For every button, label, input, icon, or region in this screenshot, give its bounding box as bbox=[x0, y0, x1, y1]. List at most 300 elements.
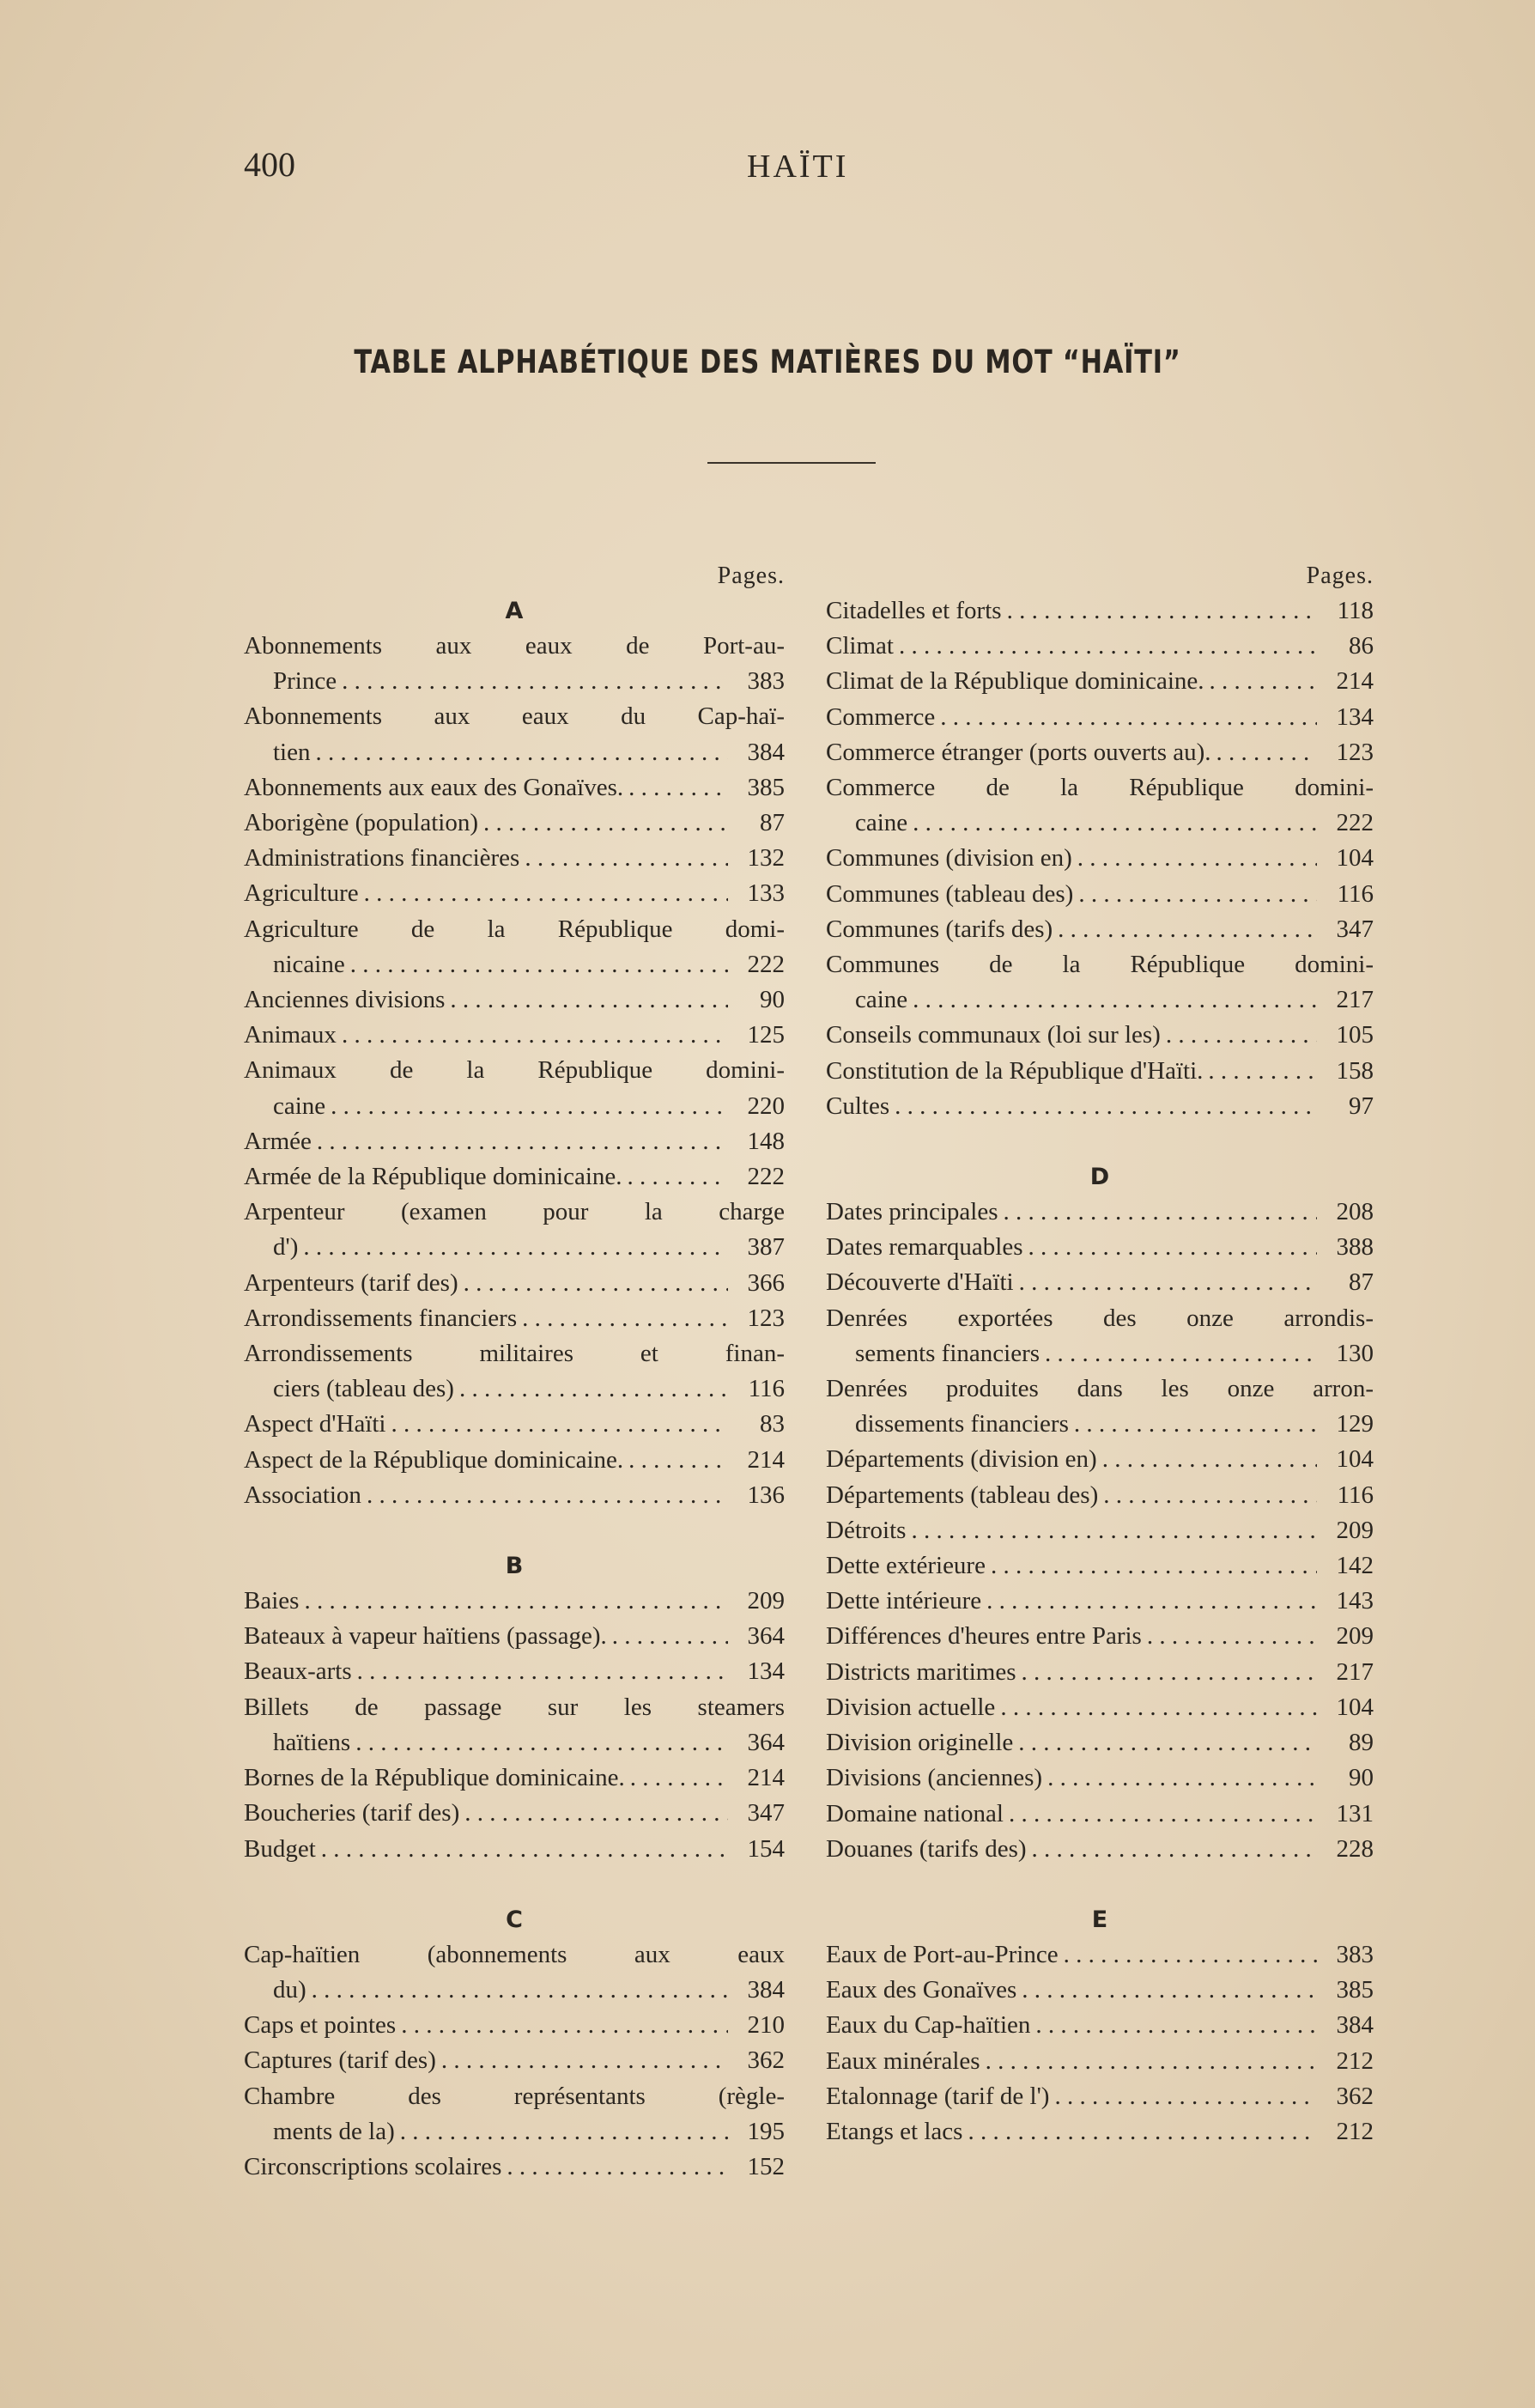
leader-dots bbox=[1009, 1797, 1317, 1832]
section-gap bbox=[244, 1867, 785, 1902]
index-entry bbox=[826, 947, 1374, 1018]
entry-text: tien bbox=[273, 738, 311, 766]
leader-dots bbox=[525, 841, 728, 876]
leader-dots bbox=[1210, 664, 1317, 699]
entry-text: Animaux de la République domini- bbox=[244, 1056, 785, 1085]
page-number: 400 bbox=[244, 145, 295, 184]
leader-dots bbox=[1103, 1478, 1317, 1513]
entry-text: caine bbox=[855, 809, 908, 837]
page-ref: 385 bbox=[1336, 1976, 1374, 2004]
entry-text: Denrées produites dans les onze arron- bbox=[826, 1375, 1374, 1403]
page-ref: 125 bbox=[747, 1021, 785, 1049]
entry-line bbox=[244, 1832, 785, 1867]
index-entry bbox=[244, 1690, 785, 1760]
page-ref: 384 bbox=[747, 1975, 785, 2004]
page-ref: 131 bbox=[1336, 1799, 1374, 1827]
entry-line bbox=[826, 735, 1374, 770]
entry-text: Division actuelle bbox=[826, 1693, 996, 1721]
page-ref: 362 bbox=[1336, 2082, 1374, 2110]
index-entry bbox=[826, 1619, 1374, 1654]
entry-text: Agriculture bbox=[244, 879, 359, 908]
entry-text: Climat bbox=[826, 632, 894, 660]
entry-text: Arpenteurs (tarif des) bbox=[244, 1268, 458, 1297]
section-gap bbox=[826, 1124, 1374, 1159]
index-entry bbox=[826, 664, 1374, 699]
page-ref: 364 bbox=[747, 1728, 785, 1756]
entry-line bbox=[826, 1336, 1374, 1371]
page-ref: 89 bbox=[1349, 1729, 1374, 1757]
entry-line bbox=[826, 1584, 1374, 1619]
leader-dots bbox=[1032, 1832, 1317, 1867]
leader-dots bbox=[331, 1089, 728, 1124]
index-entry bbox=[826, 877, 1374, 912]
index-entry bbox=[826, 1725, 1374, 1760]
page-ref: 116 bbox=[1337, 1481, 1374, 1509]
leader-dots bbox=[391, 1407, 729, 1442]
leader-dots bbox=[400, 2114, 728, 2150]
entry-line bbox=[244, 2043, 785, 2078]
entry-line bbox=[826, 877, 1374, 912]
entry-line bbox=[826, 1832, 1374, 1867]
entry-text: Bornes de la République dominicaine. bbox=[244, 1764, 625, 1792]
leader-dots bbox=[899, 629, 1317, 664]
entry-line bbox=[826, 2079, 1374, 2114]
index-entry bbox=[244, 982, 785, 1018]
index-entry bbox=[826, 2079, 1374, 2114]
entry-line bbox=[826, 1725, 1374, 1760]
leader-dots bbox=[507, 2150, 728, 2185]
entry-line bbox=[826, 593, 1374, 629]
section-letter: E bbox=[1091, 1906, 1108, 1933]
index-entry bbox=[244, 2150, 785, 2185]
index-entry bbox=[826, 629, 1374, 664]
page-ref: 158 bbox=[1336, 1056, 1374, 1085]
page-ref: 347 bbox=[1336, 915, 1374, 943]
index-entry bbox=[244, 2008, 785, 2043]
leader-dots bbox=[1102, 1442, 1317, 1477]
entry-line bbox=[826, 1760, 1374, 1796]
leader-dots bbox=[986, 2044, 1317, 2079]
entry-line bbox=[826, 1797, 1374, 1832]
index-entry bbox=[826, 1478, 1374, 1513]
page-ref: 222 bbox=[747, 1163, 785, 1191]
leader-dots bbox=[1058, 912, 1317, 947]
entry-text: Divisions (anciennes) bbox=[826, 1764, 1043, 1792]
leader-dots bbox=[1208, 1054, 1317, 1089]
entry-text: Découverte d'Haïti bbox=[826, 1268, 1014, 1297]
index-entry bbox=[244, 770, 785, 806]
page-title: TABLE ALPHABÉTIQUE DES MATIÈRES DU MOT “HAÏTI” bbox=[354, 344, 1181, 380]
entry-text: Cap-haïtien (abonnements aux eaux bbox=[244, 1940, 785, 1968]
entry-text: Billets de passage sur les steamers bbox=[244, 1693, 785, 1721]
entry-line bbox=[244, 876, 785, 911]
entry-text: Etalonnage (tarif de l') bbox=[826, 2082, 1050, 2110]
page-ref: 142 bbox=[1336, 1552, 1374, 1580]
page-ref: 347 bbox=[747, 1799, 785, 1827]
entry-text: Chambre des représentants (règle- bbox=[244, 2082, 785, 2110]
entry-text: Aborigène (population) bbox=[244, 809, 479, 837]
entry-text: Agriculture de la République domi- bbox=[244, 915, 785, 943]
leader-dots bbox=[364, 876, 728, 911]
entry-text: caine bbox=[273, 1092, 326, 1120]
page-ref: 83 bbox=[760, 1410, 785, 1438]
index-entry bbox=[826, 770, 1374, 841]
page-ref: 116 bbox=[1337, 879, 1374, 908]
page-ref: 385 bbox=[747, 773, 785, 801]
entry-line bbox=[244, 841, 785, 876]
index-entry bbox=[244, 1266, 785, 1301]
entry-text: d') bbox=[273, 1233, 299, 1262]
page-ref: 222 bbox=[747, 950, 785, 978]
leader-dots bbox=[304, 1584, 728, 1619]
leader-dots bbox=[913, 982, 1317, 1018]
index-entry bbox=[244, 699, 785, 769]
section-letter: B bbox=[505, 1553, 524, 1580]
entry-line bbox=[826, 982, 1374, 1018]
page-ref: 383 bbox=[747, 667, 785, 696]
leader-dots bbox=[628, 1443, 728, 1478]
page-ref: 384 bbox=[1336, 2011, 1374, 2040]
index-entry bbox=[826, 841, 1374, 876]
entry-text: Arrondissements financiers bbox=[244, 1304, 518, 1332]
leader-dots bbox=[940, 700, 1317, 735]
entry-line bbox=[826, 1937, 1374, 1973]
index-entry bbox=[826, 735, 1374, 770]
index-entry bbox=[244, 1760, 785, 1796]
page-ref: 362 bbox=[747, 2046, 785, 2075]
entry-line bbox=[826, 1655, 1374, 1690]
leader-dots bbox=[1166, 1018, 1317, 1053]
page-ref: 384 bbox=[747, 738, 785, 766]
page-ref: 105 bbox=[1336, 1021, 1374, 1049]
entry-text: Bateaux à vapeur haïtiens (passage). bbox=[244, 1622, 607, 1651]
index-entry bbox=[826, 1089, 1374, 1124]
entry-text: Conseils communaux (loi sur les) bbox=[826, 1021, 1161, 1049]
entry-text: Domaine national bbox=[826, 1799, 1004, 1827]
entry-text: Aspect d'Haïti bbox=[244, 1410, 386, 1438]
leader-dots bbox=[350, 947, 728, 982]
page-ref: 90 bbox=[760, 986, 785, 1014]
entry-line bbox=[244, 1301, 785, 1336]
entry-text: Commerce bbox=[826, 702, 936, 731]
entry-line bbox=[826, 841, 1374, 876]
entry-text: ciers (tableau des) bbox=[273, 1375, 454, 1403]
entry-line bbox=[826, 1973, 1374, 2008]
index-entry bbox=[826, 1018, 1374, 1053]
leader-dots bbox=[357, 1654, 728, 1689]
entry-line bbox=[244, 1407, 785, 1442]
page-ref: 87 bbox=[760, 809, 785, 837]
entry-line bbox=[244, 664, 785, 699]
entry-text: Citadelles et forts bbox=[826, 597, 1002, 624]
entry-text: Circonscriptions scolaires bbox=[244, 2152, 502, 2180]
entry-line bbox=[244, 1584, 785, 1619]
leader-dots bbox=[464, 1796, 728, 1831]
entry-line bbox=[826, 912, 1374, 947]
entry-text: Départements (tableau des) bbox=[826, 1481, 1099, 1509]
index-entry bbox=[244, 1407, 785, 1442]
leader-dots bbox=[1004, 1195, 1317, 1230]
entry-line bbox=[244, 770, 785, 806]
index-entry bbox=[244, 1336, 785, 1407]
entry-line bbox=[826, 2114, 1374, 2150]
entry-text: Anciennes divisions bbox=[244, 986, 446, 1014]
index-entry bbox=[826, 2008, 1374, 2043]
entry-line bbox=[244, 1443, 785, 1478]
entry-line bbox=[826, 1407, 1374, 1442]
page-ref: 134 bbox=[1336, 702, 1374, 731]
entry-text: Captures (tarif des) bbox=[244, 2046, 436, 2075]
page-ref: 132 bbox=[747, 844, 785, 873]
entry-text: Départements (division en) bbox=[826, 1445, 1097, 1474]
page-ref: 217 bbox=[1336, 986, 1374, 1014]
entry-text: Districts maritimes bbox=[826, 1657, 1016, 1686]
index-entry bbox=[244, 1301, 785, 1336]
entry-text: Beaux-arts bbox=[244, 1657, 352, 1686]
leader-dots bbox=[630, 1760, 728, 1796]
entry-text: Arrondissements militaires et finan- bbox=[244, 1340, 785, 1368]
page-ref: 387 bbox=[747, 1233, 785, 1262]
running-head: HAÏTI bbox=[747, 149, 849, 185]
leader-dots bbox=[968, 2114, 1317, 2150]
page-ref: 104 bbox=[1336, 1445, 1374, 1474]
index-entry bbox=[244, 1124, 785, 1159]
entry-text: Denrées exportées des onze arrondis- bbox=[826, 1304, 1374, 1332]
index-entry bbox=[826, 1513, 1374, 1548]
leader-dots bbox=[303, 1230, 728, 1265]
index-entry bbox=[244, 1018, 785, 1053]
index-entry bbox=[826, 1937, 1374, 1973]
entry-text: Commerce étranger (ports ouverts au). bbox=[826, 738, 1211, 766]
leader-dots bbox=[1022, 1655, 1318, 1690]
entry-text: Aspect de la République dominicaine. bbox=[244, 1445, 624, 1474]
entry-text: Eaux de Port-au-Prince bbox=[826, 1940, 1059, 1968]
entry-line bbox=[826, 1089, 1374, 1124]
entry-text: Abonnements aux eaux de Port-au- bbox=[244, 632, 785, 660]
leader-dots bbox=[459, 1371, 728, 1407]
leader-dots bbox=[367, 1478, 728, 1513]
leader-dots bbox=[1018, 1725, 1317, 1760]
leader-dots bbox=[895, 1089, 1317, 1124]
page-ref: 130 bbox=[1336, 1339, 1374, 1367]
entry-text: Baies bbox=[244, 1587, 300, 1615]
leader-dots bbox=[312, 1973, 728, 2008]
entry-line bbox=[244, 1230, 785, 1265]
index-entry bbox=[826, 1832, 1374, 1867]
entry-text: Dette extérieure bbox=[826, 1552, 986, 1580]
index-entry bbox=[244, 1796, 785, 1831]
entry-text: Animaux bbox=[244, 1021, 337, 1049]
section-letter: A bbox=[505, 598, 524, 624]
entry-text: Dette intérieure bbox=[826, 1587, 982, 1615]
entry-text: Cultes bbox=[826, 1092, 890, 1120]
index-entry bbox=[244, 1584, 785, 1619]
entry-text: Communes (division en) bbox=[826, 844, 1072, 873]
entry-line bbox=[244, 1973, 785, 2008]
page-ref: 209 bbox=[1336, 1516, 1374, 1544]
page-ref: 123 bbox=[1336, 738, 1374, 766]
leader-dots bbox=[483, 806, 728, 841]
index-entry bbox=[826, 1265, 1374, 1300]
index-entry bbox=[244, 1053, 785, 1123]
entry-text: nicaine bbox=[273, 950, 345, 978]
page-ref: 87 bbox=[1349, 1268, 1374, 1297]
entry-text: sements financiers bbox=[855, 1339, 1041, 1367]
leader-dots bbox=[1007, 593, 1317, 629]
page-ref: 148 bbox=[747, 1127, 785, 1155]
pages-header: Pages. bbox=[717, 562, 785, 589]
page-ref: 104 bbox=[1336, 1693, 1374, 1721]
section-letter: D bbox=[1089, 1164, 1110, 1191]
page-ref: 220 bbox=[747, 1092, 785, 1120]
index-entry bbox=[826, 1548, 1374, 1584]
index-entry bbox=[244, 1195, 785, 1265]
entry-line bbox=[244, 1018, 785, 1053]
index-entry bbox=[826, 1195, 1374, 1230]
leader-dots bbox=[911, 1513, 1317, 1548]
index-entry bbox=[826, 912, 1374, 947]
entry-text: Douanes (tarifs des) bbox=[826, 1834, 1027, 1863]
index-entry bbox=[826, 1690, 1374, 1725]
index-entry bbox=[244, 876, 785, 911]
leader-dots bbox=[1147, 1619, 1317, 1654]
entry-line bbox=[826, 1619, 1374, 1654]
entry-text: Climat de la République dominicaine. bbox=[826, 667, 1204, 696]
page-ref: 134 bbox=[747, 1657, 785, 1686]
index-entry bbox=[826, 593, 1374, 629]
entry-text: du) bbox=[273, 1975, 306, 2004]
page-ref: 133 bbox=[747, 879, 785, 908]
page-ref: 209 bbox=[747, 1587, 785, 1615]
entry-line bbox=[244, 2150, 785, 2185]
entry-text: Communes de la République domini- bbox=[826, 951, 1374, 979]
entry-text: Communes (tableau des) bbox=[826, 879, 1074, 908]
page-ref: 152 bbox=[747, 2152, 785, 2180]
entry-text: Abonnements aux eaux des Gonaïves. bbox=[244, 773, 624, 801]
leader-dots bbox=[1028, 1230, 1317, 1265]
index-column-right bbox=[826, 558, 1374, 2150]
entry-line bbox=[244, 1654, 785, 1689]
entry-text: caine bbox=[855, 986, 908, 1014]
leader-dots bbox=[1054, 2079, 1317, 2114]
entry-line bbox=[826, 1054, 1374, 1089]
leader-dots bbox=[1064, 1937, 1317, 1973]
page-ref: 129 bbox=[1336, 1410, 1374, 1438]
entry-line bbox=[244, 1725, 785, 1760]
entry-text: ments de la) bbox=[273, 2117, 395, 2145]
entry-line bbox=[244, 735, 785, 770]
section-letter: C bbox=[506, 1906, 523, 1933]
entry-text: Eaux du Cap-haïtien bbox=[826, 2011, 1031, 2040]
index-entry bbox=[826, 2044, 1374, 2079]
index-entry bbox=[244, 1937, 785, 2008]
entry-line bbox=[244, 2008, 785, 2043]
index-entry bbox=[826, 1301, 1374, 1371]
leader-dots bbox=[1047, 1760, 1317, 1796]
entry-text: Abonnements aux eaux du Cap-haï- bbox=[244, 702, 785, 731]
entry-line bbox=[826, 1442, 1374, 1477]
index-entry bbox=[244, 2043, 785, 2078]
page-ref: 118 bbox=[1337, 597, 1374, 624]
index-entry bbox=[244, 1654, 785, 1689]
entry-line bbox=[244, 806, 785, 841]
page-ref: 143 bbox=[1336, 1587, 1374, 1615]
entry-text: Etangs et lacs bbox=[826, 2117, 963, 2145]
entry-line bbox=[826, 1690, 1374, 1725]
section-gap bbox=[826, 1867, 1374, 1902]
page-ref: 217 bbox=[1336, 1657, 1374, 1686]
leader-dots bbox=[342, 664, 728, 699]
leader-dots bbox=[1078, 877, 1317, 912]
entry-text: Arpenteur (examen pour la charge bbox=[244, 1198, 785, 1226]
index-entry bbox=[826, 1442, 1374, 1477]
entry-text: Différences d'heures entre Paris bbox=[826, 1622, 1142, 1651]
index-entry bbox=[244, 912, 785, 982]
leader-dots bbox=[321, 1832, 728, 1867]
page-ref: 90 bbox=[1349, 1764, 1374, 1792]
leader-dots bbox=[1019, 1265, 1317, 1300]
page-ref: 214 bbox=[747, 1764, 785, 1792]
entry-text: Communes (tarifs des) bbox=[826, 915, 1053, 943]
index-entry bbox=[826, 1797, 1374, 1832]
page-ref: 210 bbox=[747, 2011, 785, 2040]
entry-text: Association bbox=[244, 1481, 361, 1509]
entry-line bbox=[826, 1230, 1374, 1265]
index-entry bbox=[826, 1230, 1374, 1265]
index-entry bbox=[244, 1832, 785, 1867]
page-ref: 212 bbox=[1336, 2046, 1374, 2075]
entry-line bbox=[826, 700, 1374, 735]
entry-text: Armée de la République dominicaine. bbox=[244, 1163, 622, 1191]
leader-dots bbox=[991, 1548, 1317, 1584]
entry-text: Dates principales bbox=[826, 1198, 998, 1226]
index-entry bbox=[244, 2079, 785, 2150]
entry-line bbox=[826, 629, 1374, 664]
leader-dots bbox=[1045, 1336, 1317, 1371]
entry-line bbox=[244, 1089, 785, 1124]
index-entry bbox=[826, 1054, 1374, 1089]
leader-dots bbox=[316, 735, 729, 770]
page-ref: 154 bbox=[747, 1834, 785, 1863]
entry-line bbox=[244, 1371, 785, 1407]
page-ref: 214 bbox=[747, 1445, 785, 1474]
entry-line bbox=[826, 1513, 1374, 1548]
entry-line bbox=[826, 1548, 1374, 1584]
leader-dots bbox=[342, 1018, 728, 1053]
leader-dots bbox=[441, 2043, 728, 2078]
page-ref: 209 bbox=[1336, 1622, 1374, 1651]
index-entry bbox=[244, 841, 785, 876]
leader-dots bbox=[986, 1584, 1317, 1619]
entry-line bbox=[244, 947, 785, 982]
entry-line bbox=[244, 982, 785, 1018]
entry-text: Armée bbox=[244, 1127, 312, 1155]
index-entry bbox=[826, 1655, 1374, 1690]
leader-dots bbox=[628, 770, 728, 806]
index-entry bbox=[826, 1371, 1374, 1442]
page-ref: 116 bbox=[748, 1375, 785, 1403]
entry-text: Eaux minérales bbox=[826, 2046, 980, 2075]
leader-dots bbox=[401, 2008, 728, 2043]
page-ref: 123 bbox=[747, 1304, 785, 1332]
index-entry bbox=[244, 1478, 785, 1513]
entry-line bbox=[826, 1265, 1374, 1300]
index-entry bbox=[244, 1159, 785, 1195]
entry-text: Détroits bbox=[826, 1516, 907, 1544]
leader-dots bbox=[1035, 2008, 1317, 2043]
entry-text: dissements financiers bbox=[855, 1410, 1069, 1438]
entry-line bbox=[826, 2044, 1374, 2079]
